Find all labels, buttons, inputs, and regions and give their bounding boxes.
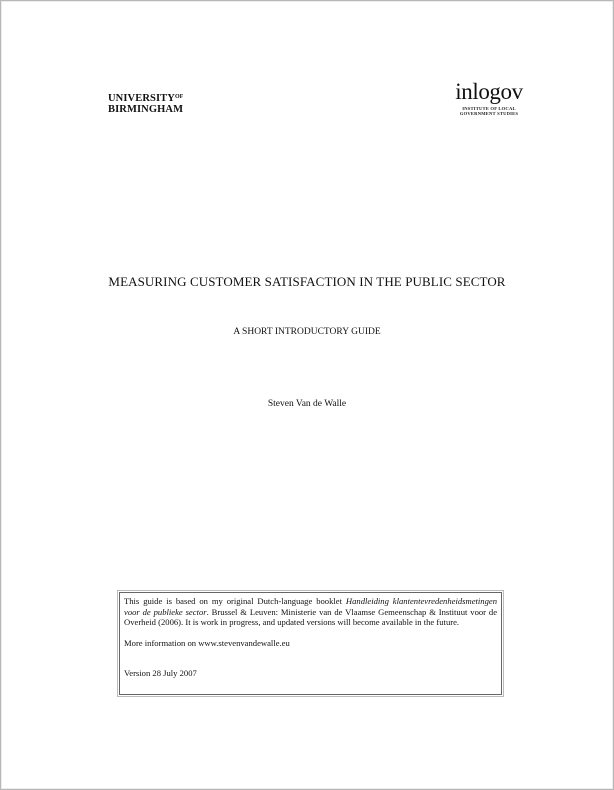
document-title: MEASURING CUSTOMER SATISFACTION IN THE PUBLIC SECTOR [108,274,506,289]
booklet-title: Handleiding klantentevredenheidsmetingen voor de publieke sector [124,596,497,617]
document-subtitle: A SHORT INTRODUCTORY GUIDE [233,327,381,337]
inlogov-logo: inlogov INSTITUTE OF LOCAL GOVERNMENT STUDIES [455,79,523,117]
document-author: Steven Van de Walle [267,399,347,409]
note-paragraph: This guide is based on my original Dutch-language booklet Handleiding klantentevredenheidsmetingen voor de publieke sector. Brussel & Leuven: Ministerie van de Vlaamse Gemeenschap & Instituut voor de Overheid (2006). It is work in progress, and updated versions will become available in the future. [124,596,498,628]
more-info-line: More information on www.stevenvandewalle.eu [124,637,290,648]
university-of-birmingham-logo: $UNIVERSITY^{OF}$ BIRMINGHAM [108,93,184,115]
version-line: Version 28 July 2007 [124,668,197,679]
note-box [119,592,502,695]
